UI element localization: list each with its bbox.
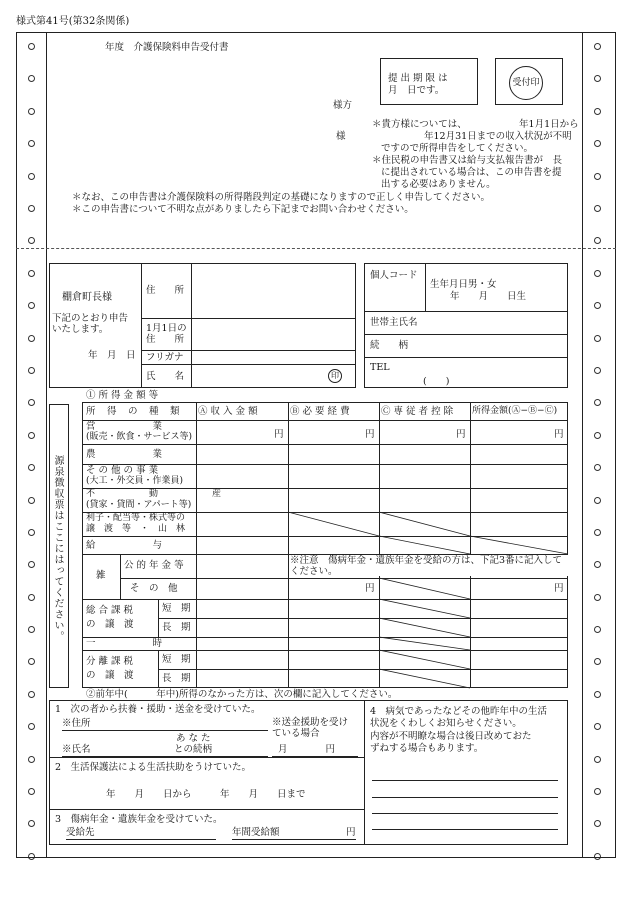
item3-annual: 年間受給額 円 xyxy=(232,827,356,838)
row-comp-short: 短 期 xyxy=(162,603,191,614)
item1-remit: ※送金援助を受け ている場合 xyxy=(272,717,349,740)
yen-d: 円 xyxy=(554,429,564,440)
row-onetime: 一 時 xyxy=(86,638,163,649)
row-business-sub: (販売・飲食・サービス等) xyxy=(86,432,193,442)
header-a: Ⓐ 収 入 金 額 xyxy=(198,406,258,417)
note-5: に提出されている場合は、この申告書を提 xyxy=(381,167,562,178)
deadline-text: 提 出 期 限 は 月 日です。 xyxy=(388,73,448,96)
strike-3 xyxy=(379,536,470,554)
address-label: 住 所 xyxy=(146,285,185,296)
sama: 様 xyxy=(336,131,346,142)
item2-period: 年 月 日から 年 月 日まで xyxy=(106,789,306,800)
row-agri: 農 業 xyxy=(86,449,163,460)
jan1-address-label: 1月1日の 住 所 xyxy=(146,323,187,346)
header-type: 所 得 の 種 類 xyxy=(86,406,181,417)
item1-anata: あ な た xyxy=(176,733,211,744)
strike-9 xyxy=(379,650,470,669)
tel-label: TEL xyxy=(370,362,390,373)
strike-6 xyxy=(379,599,470,618)
item1-text: 1 次の者から扶養・援助・送金を受けていた。 xyxy=(55,704,261,715)
yen-c: 円 xyxy=(456,429,466,440)
header-title: 年度 介護保険料申告受付書 xyxy=(105,42,229,53)
sidebar-text: 源泉徴収票はここにはってください。 xyxy=(52,455,63,642)
item4-line-1[interactable] xyxy=(372,780,558,781)
strike-7 xyxy=(379,618,470,637)
relation-label: 続 柄 xyxy=(370,340,409,351)
row-realestate: 不 動 産 xyxy=(86,489,222,499)
row-transfer: 譲 渡 等 ・ 山 林 xyxy=(86,524,186,534)
row-comp-long: 長 期 xyxy=(162,622,191,633)
yen-b: 円 xyxy=(365,429,375,440)
strike-1 xyxy=(288,512,379,536)
note-6: 出する必要はありません。 xyxy=(381,179,496,190)
row-misc-other: そ の 他 xyxy=(130,583,178,594)
birth-label: 生年月日男・女 xyxy=(430,279,497,290)
note-1: ＊貴方様については、 年1月1日から xyxy=(372,119,579,130)
row-business: 営 業 xyxy=(86,421,163,432)
item1-relation: との続柄 xyxy=(174,744,213,755)
caution-note: ※注意 傷病年金・遺族年金を受給の方は、下記3番に記入してください。 xyxy=(290,555,570,576)
seal-mark: 印 xyxy=(328,369,342,383)
strike-2 xyxy=(379,512,470,536)
sama-kata: 様方 xyxy=(333,100,353,111)
header-b: Ⓑ 必 要 経 費 xyxy=(290,406,350,417)
item2-text: 2 生活保護法による生活扶助をうけていた。 xyxy=(55,762,252,773)
row-sep-short: 短 期 xyxy=(162,654,191,665)
row-comp: 総 合 課 税 の 譲 渡 xyxy=(86,605,134,631)
form-number: 様式第41号(第32条関係) xyxy=(16,16,130,27)
yen-misc-b: 円 xyxy=(365,583,375,594)
item1-remit-unit: 月 円 xyxy=(278,744,336,755)
birth-ymd: 年 月 日生 xyxy=(450,291,527,302)
strike-8 xyxy=(379,637,470,650)
declaration-date: 年 月 日 xyxy=(88,350,136,361)
header-d: 所得金額(Ⓐ−Ⓑ−Ⓒ) xyxy=(472,406,558,416)
note-7: ＊なお、この申告書は介護保険料の所得階段判定の基礎になりますので正しく申告してください。 xyxy=(72,192,491,203)
yen-misc-d: 円 xyxy=(554,583,564,594)
personal-code: 個人コード xyxy=(370,270,418,281)
item4-text: 4 病気であったなどその他昨年中の生活 状況をくわしくお知らせください。 内容が不明瞭な場合は後日改めておた ずねする場合もあります。 xyxy=(370,706,547,755)
item3-payer: 受給先 xyxy=(66,827,95,838)
item1-name: ※氏名 xyxy=(62,744,91,755)
section2-title: ②前年中( 年中)所得のなかった方は、次の欄に記入してください。 xyxy=(86,689,398,700)
name-label: 氏 名 xyxy=(146,371,185,382)
furigana-label: フリガナ xyxy=(146,352,184,363)
note-2: 年12月31日までの収入状況が不明 xyxy=(424,131,572,142)
item3-text: 3 傷病年金・遺族年金を受けていた。 xyxy=(55,814,223,825)
item1-address: ※住所 xyxy=(62,718,91,729)
row-misc: 雑 xyxy=(96,570,106,581)
row-other-sub: (大工・外交員・作業員) xyxy=(86,476,184,486)
item4-line-3[interactable] xyxy=(372,813,558,814)
row-other: そ の 他 の 事 業 xyxy=(86,465,159,476)
tel-paren: ( ) xyxy=(423,376,450,387)
strike-10 xyxy=(379,669,470,688)
strike-5 xyxy=(379,578,470,599)
addressee: 棚倉町長様 xyxy=(62,292,112,303)
row-sep: 分 離 課 税 の 譲 渡 xyxy=(86,656,134,682)
row-salary: 給 与 xyxy=(86,540,163,551)
row-pension: 公 的 年 金 等 xyxy=(124,560,184,571)
note-3: ですので所得申告をしてください。 xyxy=(381,143,534,154)
stamp-circle: 受付印 xyxy=(509,66,543,100)
yen-a: 円 xyxy=(274,429,284,440)
statement: 下記のとおり申告 いたします。 xyxy=(52,313,129,336)
row-interest: 利子・配当等・株式等の xyxy=(86,513,186,523)
item4-line-4[interactable] xyxy=(372,829,558,830)
income-section-title: ① 所 得 金 額 等 xyxy=(86,390,159,401)
header-c: Ⓒ 専 従 者 控 除 xyxy=(381,406,454,417)
row-sep-long: 長 期 xyxy=(162,673,191,684)
householder-label: 世帯主氏名 xyxy=(370,317,418,328)
note-4: ＊住民税の申告書又は給与支払報告書が 長 xyxy=(372,155,563,166)
strike-4 xyxy=(470,536,568,554)
row-realestate-sub: (貸家・貸間・アパート等) xyxy=(86,500,192,510)
note-8: ＊この申告書について不明な点がありましたら下記までお問い合わせください。 xyxy=(72,204,414,215)
item4-line-2[interactable] xyxy=(372,797,558,798)
